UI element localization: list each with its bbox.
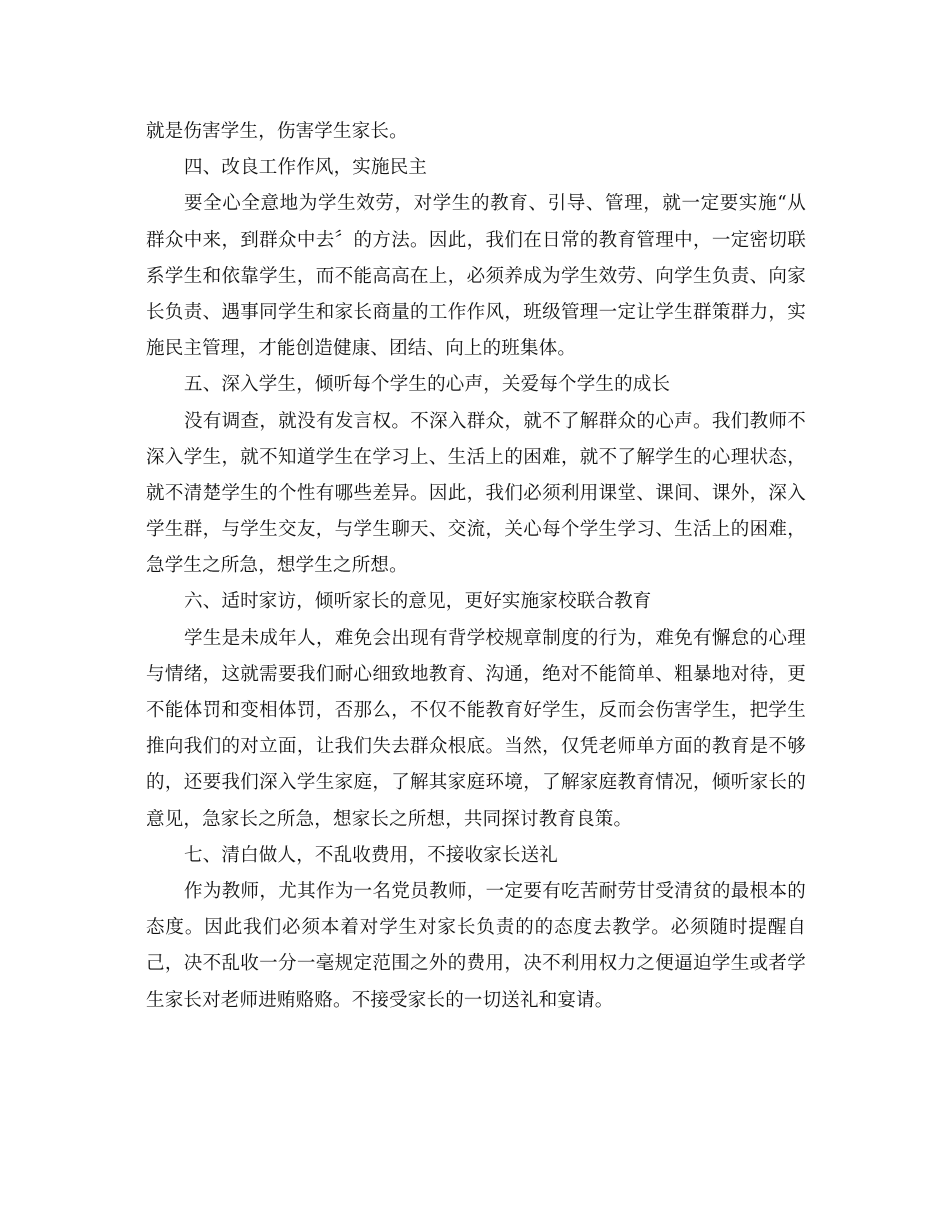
paragraph-line: 学生是未成年人，难免会出现有背学校规章制度的行为，难免有懈怠的心理: [184, 627, 806, 649]
paragraph-line: 推向我们的对立面，让我们失去群众根底。当然，仅凭老师单方面的教育是不够: [146, 736, 806, 758]
paragraph-line: 就是伤害学生，伤害学生家长。: [146, 121, 408, 142]
section-heading-7: 七、清白做人，不乱收费用，不接收家长送礼: [184, 844, 559, 866]
paragraph-line: 急学生之所急，想学生之所想。: [146, 555, 408, 577]
paragraph-line: 长负责、遇事同学生和家长商量的工作作风，班级管理一定让学生群策群力，实: [146, 301, 806, 323]
paragraph-line: 学生群，与学生交友，与学生聊天、交流，关心每个学生学习、生活上的困难，: [146, 519, 806, 541]
paragraph-line: 深入学生，就不知道学生在学习上、生活上的困难，就不了解学生的心理状态，: [146, 446, 806, 468]
paragraph-line: 己，决不乱收一分一毫规定范围之外的费用，决不利用权力之便逼迫学生或者学: [146, 953, 806, 975]
paragraph-line: 与情绪，这就需要我们耐心细致地教育、沟通，绝对不能简单、粗暴地对待，更: [146, 663, 806, 685]
paragraph-line: 施民主管理，才能创造健康、团结、向上的班集体。: [146, 338, 577, 360]
paragraph-line: 态度。因此我们必须本着对学生对家长负责的的态度去教学。必须随时提醒自: [146, 917, 806, 939]
section-heading-4: 四、改良工作作风，实施民主: [184, 157, 428, 179]
paragraph-line: 不能体罚和变相体罚，否那么，不仅不能教育好学生，反而会伤害学生，把学生: [146, 700, 806, 721]
paragraph-line: 的，还要我们深入学生家庭，了解其家庭环境，了解家庭教育情况，倾听家长的: [146, 772, 806, 794]
paragraph-line: 群众中来，到群众中去〞的方法。因此，我们在日常的教育管理中，一定密切联: [146, 229, 806, 251]
paragraph-line: 没有调查，就没有发言权。不深入群众，就不了解群众的心声。我们教师不: [184, 410, 806, 432]
section-heading-6: 六、适时家访，倾听家长的意见，更好实施家校联合教育: [184, 591, 652, 613]
document-body: [146, 114, 806, 1019]
paragraph-line: 系学生和依靠学生，而不能高高在上，必须养成为学生效劳、向学生负责、向家: [146, 265, 806, 287]
paragraph-line: 意见，急家长之所急，想家长之所想，共同探讨教育良策。: [146, 808, 633, 830]
paragraph-line: 作为教师，尤其作为一名党员教师，一定要有吃苦耐劳甘受清贫的最根本的: [184, 880, 806, 902]
section-heading-5: 五、深入学生，倾听每个学生的心声，关爱每个学生的成长: [184, 374, 671, 396]
paragraph-line: 生家长对老师进贿赂赂。不接受家长的一切送礼和宴请。: [146, 989, 614, 1011]
paragraph-line: 要全心全意地为学生效劳，对学生的教育、引导、管理，就一定要实施“从: [184, 193, 806, 215]
paragraph-line: 就不清楚学生的个性有哪些差异。因此，我们必须利用课堂、课间、课外，深入: [146, 482, 806, 504]
